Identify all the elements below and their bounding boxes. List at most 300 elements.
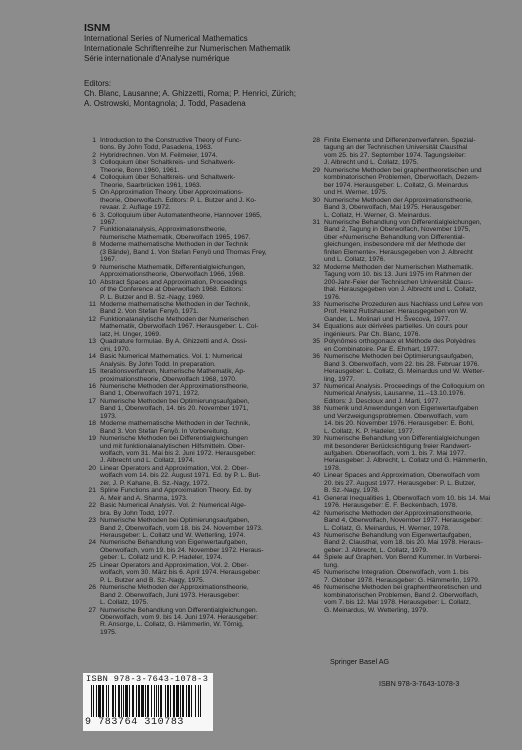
volume-text-line: en Combinatoire. Par E. Ehrhart, 1977. [324, 345, 440, 353]
volume-description [324, 301, 516, 323]
volume-number: 12 [88, 315, 96, 323]
volume-description [324, 353, 516, 383]
volume-text-line: Theorie, Saarbrücken 1961, 1963. [100, 181, 202, 189]
volume-text-line: revaar. 2. Auflage 1972. [100, 204, 171, 212]
volume-entry [84, 174, 302, 189]
editors-line-2: A. Ostrowski, Montagnola; J. Todd, Pasadena [84, 99, 246, 108]
volume-text-line: Numerische Prozeduren aus Nachlass und Lehre von [324, 300, 483, 308]
volume-description [324, 569, 516, 584]
volume-entry [84, 465, 302, 487]
volume-text-line: Numerische Behandlung von Differentialgleichungen. [100, 606, 258, 614]
barcode-bar [182, 685, 184, 717]
volume-number: 1 [92, 137, 96, 144]
volume-text-line: J. Albrecht und L. Collatz, 1974. [100, 457, 195, 465]
volume-number: 22 [88, 502, 96, 510]
volume-description [100, 383, 302, 398]
volume-entry [84, 316, 302, 338]
volume-description [100, 368, 302, 383]
volume-text-line: Numerische Behandlung von Eigenwertaufgaben, [324, 532, 472, 540]
volume-text-line: Basic Numerical Mathematics. Vol. 1: Numerical [100, 353, 243, 361]
volume-number: 21 [88, 487, 96, 495]
volume-description [100, 502, 302, 517]
volume-text-line: ling, 1977. [324, 375, 355, 383]
volume-number: 8 [92, 241, 96, 249]
volume-description [100, 137, 302, 152]
barcode-bar [180, 685, 181, 717]
volume-entry [84, 368, 302, 383]
volume-text-line: Band 1, Oberwolfach 1971, 1972. [100, 390, 200, 398]
volume-text-line: wolfach vom 14. bis 22. August 1971. Ed. by P. L. But- [100, 472, 261, 480]
barcode-bar [167, 685, 169, 717]
barcode-bars [91, 685, 205, 717]
barcode-bar [176, 685, 179, 717]
volume-description [324, 435, 516, 472]
volume-entry [308, 197, 516, 219]
barcode-bar [145, 685, 146, 717]
volume-text-line: latz, H. Unger, 1969. [100, 330, 161, 338]
volume-text-line: ber 1974. Herausgeber: L. Collatz, G. Meinardus [324, 181, 469, 189]
volume-text-line: L. Collatz, G. Meinardus, H. Werner, 1978. [324, 524, 450, 532]
volume-entry [84, 189, 302, 211]
barcode-bar [170, 685, 171, 717]
volume-text-line: Herausgeber: J. Albrecht, L. Collatz und G. Hämmerlin, [324, 457, 488, 465]
editors-label: Editors: [84, 79, 112, 88]
volume-text-line: 1975. [100, 628, 117, 636]
volume-text-line: Linear Spaces and Approximation, Oberwolfach vom [324, 472, 480, 480]
volume-description [100, 562, 302, 584]
volume-number: 44 [312, 554, 320, 562]
volume-text-line: Oberwolfach, vom 9. bis 14. Juni 1974. Herausgeber: [100, 614, 258, 621]
volume-text-line: Numerik und Anwendungen von Eigenwertaufgaben [324, 405, 479, 413]
volume-text-line: aufgaben. Oberwolfach, vom 1. bis 7. Mai 1977. [324, 450, 467, 458]
volume-text-line: cini, 1970. [100, 345, 131, 353]
volume-entry [308, 264, 516, 301]
volume-entry [84, 279, 302, 301]
barcode-bar [93, 685, 94, 717]
volume-text-line: (3 Bände), Band 1. Von Stefan Fenyö und Thomas Frey, [100, 248, 267, 256]
volume-entry [308, 495, 516, 510]
volume-entry [84, 241, 302, 263]
volume-text-line: Introduction to the Constructive Theory of Func- [100, 137, 242, 144]
volume-description [324, 383, 516, 405]
volume-text-line: Numerische Methoden bei graphentheoretischen und [324, 166, 482, 174]
volume-number: 35 [312, 338, 320, 346]
barcode-bar [102, 685, 104, 717]
volume-text-line: Colloquium über Schaltkreis- und Schaltwerk- [100, 159, 236, 167]
volume-number: 16 [88, 382, 96, 390]
barcode-bar [151, 685, 152, 717]
volume-text-line: 14. bis 20. November 1976. Herausgeber: E. Bohl, [324, 420, 474, 428]
volume-entry [84, 353, 302, 368]
volume-text-line: Numerische Methoden bei graphentheoretischen und [324, 584, 482, 592]
volume-entry [84, 159, 302, 174]
barcode-bar [125, 685, 128, 717]
barcode-isbn-label: ISBN 978-3-7643-1078-3 [86, 674, 209, 684]
volume-text-line: Numerische Integration. Oberwolfach, vom 1. bis [324, 569, 469, 577]
volume-entry [84, 562, 302, 584]
volume-text-line: Basic Numerical Analysis. Vol. 2: Numerical Alge- [100, 502, 247, 510]
volume-number: 13 [88, 338, 96, 346]
volume-text-line: wolfach, vom 31. Mai bis 2. Juni 1972. Herausgeber: [100, 450, 256, 458]
volume-text-line: 200-Jahr-Feier der Technischen Universität Claus- [324, 278, 473, 286]
volume-text-line: Spiele auf Graphen. Von Bernd Kummer. In Vorberei- [324, 554, 482, 562]
barcode-bar [188, 685, 190, 717]
volume-list-right [308, 137, 516, 614]
volume-entry [308, 405, 516, 435]
volume-entry [84, 338, 302, 353]
volume-text-line: Herausgeber: L. Collatz und W. Wetterling, 1974. [100, 532, 246, 540]
volume-number: 28 [312, 137, 320, 144]
volume-number: 36 [312, 353, 320, 361]
volume-text-line: Gander, L. Molinari und H. Švecová, 1977. [324, 315, 451, 323]
volume-text-line: Prof. Heinz Rutishauser. Herausgegeben von W. [324, 308, 468, 316]
volume-text-line: bra. By John Todd, 1977. [100, 509, 175, 517]
volume-text-line: kombinatorischen Problemen, Oberwolfach, Dezem- [324, 174, 479, 182]
barcode-bar [108, 685, 109, 717]
volume-entry [308, 338, 516, 353]
volume-entry [308, 137, 516, 167]
volume-entry [84, 212, 302, 227]
volume-entry [308, 219, 516, 264]
volume-text-line: Funktionalanalytische Methoden der Numerischen [100, 315, 249, 323]
series-title-de: Internationale Schriftenreihe zur Numerischen Mathematik [84, 44, 291, 53]
barcode-bar [165, 685, 166, 717]
volume-text-line: Iterationsverfahren, Numerische Mathematik, Ap- [100, 368, 246, 376]
volume-description [100, 301, 302, 316]
barcode-bar [160, 685, 162, 717]
barcode-bar [132, 685, 134, 717]
volume-number: 26 [88, 584, 96, 592]
volume-description [100, 316, 302, 338]
volume-text-line: geber: L. Collatz und K. P. Hadeler, 1974. [100, 554, 223, 562]
volume-entry [84, 152, 302, 159]
volume-text-line: Band 2, Tagung in Oberwolfach, November 1975, [324, 226, 471, 234]
volume-description [100, 465, 302, 487]
volume-description [324, 219, 516, 264]
volume-entry [308, 383, 516, 405]
volume-text-line: Band 3. Oberwolfach, vom 22. bis 28. Februar 1976. [324, 360, 480, 368]
volume-number: 23 [88, 517, 96, 525]
volume-entry [84, 398, 302, 420]
barcode-bar [106, 685, 107, 717]
barcode-bar [156, 685, 157, 717]
volume-description [100, 539, 302, 561]
volume-text-line: P. L. Butzer and B. Sz.-Nagy, 1969. [100, 293, 205, 301]
volume-text-line: G. Meinardus, W. Wetterling, 1979. [324, 606, 428, 614]
volume-description [100, 584, 302, 606]
volume-text-line: Theorie, Bonn 1960, 1961. [100, 166, 180, 174]
volume-description [324, 137, 516, 167]
volume-entry [308, 353, 516, 383]
volume-number: 20 [88, 464, 96, 472]
volume-entry [308, 569, 516, 584]
volume-text-line: und mit funktionalanalytischen Hilfsmitteln. Ober- [100, 442, 245, 450]
barcode-bar [118, 685, 120, 717]
volume-text-line: Linear Operators and Approximation, Vol. 2. Ober- [100, 561, 249, 569]
volume-text-line: L. Collatz, 1975. [100, 599, 149, 607]
volume-entry [84, 137, 302, 152]
volume-description [324, 584, 516, 614]
volume-text-line: P. L. Butzer and B. Sz.-Nagy, 1975. [100, 576, 205, 584]
volume-text-line: kombinatorischen Problemen, Band 2. Oberwolfach, [324, 591, 479, 599]
editors-block [84, 79, 504, 109]
volume-text-line: gleichungen, insbesondere mit der Methode der [324, 241, 466, 249]
volume-entry [84, 264, 302, 279]
volume-text-line: Numerische Mathematik, Oberwolfach 1965, 1967. [100, 233, 251, 241]
barcode-bar [123, 685, 124, 717]
volume-text-line: Finite Elemente und Differenzenverfahren. Spezial- [324, 137, 476, 144]
volume-text-line: 1978. [324, 464, 341, 472]
volume-number: 27 [88, 606, 96, 614]
volume-text-line: tagung an der Technischen Universität Clausthal [324, 144, 468, 152]
volume-text-line: Moderne mathematische Methoden in der Technik, [100, 420, 251, 428]
barcode-bar [136, 685, 137, 717]
volume-text-line: Numerische Behandlung von Eigenwertaufgaben, [100, 539, 248, 547]
volume-text-line: vom 7. bis 12. Mai 1978. Herausgeber: L. Collatz, [324, 599, 471, 607]
volume-text-line: Approximationstheorie, Oberwolfach 1966, 1968. [100, 271, 245, 279]
volume-entry [84, 502, 302, 517]
volume-text-line: Numerische Methoden der Approximationstheorie, [324, 196, 473, 204]
volume-number: 24 [88, 539, 96, 547]
volume-text-line: Funktionalanalysis, Approximationstheorie, [100, 226, 227, 234]
volume-entry [84, 517, 302, 539]
volume-number: 19 [88, 435, 96, 443]
volume-text-line: Mathematik, Oberwolfach 1967. Herausgeber: L. Col- [100, 323, 259, 331]
volume-entry [84, 584, 302, 606]
volume-text-line: Oberwolfach, vom 19. bis 24. November 1972. Heraus- [100, 546, 264, 554]
volume-description [100, 152, 302, 159]
volume-entry [84, 301, 302, 316]
volume-text-line: A. Meir and A. Sharma, 1973. [100, 494, 188, 502]
volume-entry [308, 510, 516, 532]
volume-text-line: Numerische Behandlung von Differentialgleichungen, [324, 218, 482, 226]
volume-description [100, 398, 302, 420]
volume-text-line: Numerische Methoden bei Optimierungsaufgaben, [100, 517, 250, 525]
volume-description [324, 532, 516, 554]
volume-text-line: Band 3, Oberwolfach, Mai 1975. Herausgeber: [324, 204, 462, 212]
volume-text-line: Band 2, Oberwolfach, vom 18. bis 24. November 1973. [100, 524, 263, 532]
volume-entry [308, 472, 516, 494]
volume-number: 31 [312, 218, 320, 226]
volume-text-line: L. Collatz, H. Werner, G. Meinardus. [324, 211, 432, 219]
volume-text-line: mit besonderer Berücksichtigung freier Randwert- [324, 442, 472, 450]
volume-text-line: Band 2. Von Stefan Fenyö, 1971. [100, 308, 199, 316]
series-header [84, 22, 484, 64]
barcode-bar [121, 685, 122, 717]
volume-description [324, 264, 516, 301]
barcode-bar [173, 685, 175, 717]
volume-text-line: 1976. Herausgeber: E. F. Beckenbach, 1978. [324, 502, 458, 510]
volume-description [100, 353, 302, 368]
barcode-digits: 9 783764 310783 [85, 717, 185, 728]
volume-list-left [84, 137, 302, 636]
volume-text-line: Analysis. By John Todd. In preparation. [100, 360, 216, 368]
volume-number: 6 [92, 211, 96, 219]
volume-number: 34 [312, 323, 320, 331]
volume-text-line: Numerische Methoden der Approximationstheorie, [324, 509, 473, 517]
volume-number: 45 [312, 569, 320, 577]
volume-number: 5 [92, 189, 96, 197]
volume-text-line: Colloquium über Schaltkreis- und Schaltwerk- [100, 174, 236, 182]
volume-text-line: Equations aux dérivées partielles. Un cours pour [324, 323, 468, 331]
volume-number: 38 [312, 405, 320, 413]
volume-description [324, 405, 516, 435]
volume-description [100, 279, 302, 301]
volume-entry [84, 383, 302, 398]
volume-entry [84, 487, 302, 502]
volume-text-line: proximationstheorie, Oberwolfach 1968, 1970. [100, 375, 237, 383]
barcode-bar [195, 685, 196, 717]
volume-number: 30 [312, 196, 320, 204]
volume-text-line: Moderne Methoden der Numerischen Mathematik. [324, 263, 474, 271]
barcode-bar [115, 685, 116, 717]
volume-text-line: Tagung vom 10. bis 13. Juni 1975 im Rahmen der [324, 271, 472, 279]
volume-description [100, 212, 302, 227]
volume-description [324, 197, 516, 219]
volume-number: 33 [312, 300, 320, 308]
volume-text-line: Numerical Analysis. Proceedings of the Colloquium on [324, 382, 485, 390]
volume-text-line: Polynômes orthogonaux et Méthode des Polyèdres [324, 338, 476, 346]
volume-number: 10 [88, 278, 96, 286]
volume-text-line: of the Conference at Oberwolfach 1968. Editors: [100, 286, 244, 294]
volume-entry [84, 435, 302, 465]
volume-text-line: Numerische Behandlung von Differentialgleichungen [324, 435, 480, 443]
volume-text-line: 20. bis 27. August 1977. Herausgeber: P. L. Butzer, [324, 479, 476, 487]
volume-text-line: On Approximation Theory. Über Approximations- [100, 189, 244, 197]
volume-number: 17 [88, 397, 96, 405]
volume-text-line: finiten Elemente». Herausgegeben von J. Albrecht [324, 248, 473, 256]
barcode-bar [154, 685, 155, 717]
volume-text-line: und L. Collatz, 1976. [324, 256, 386, 264]
volume-number: 14 [88, 353, 96, 361]
volume-text-line: 7. Oktober 1978. Herausgeber: G. Hämmerlin, 1979. [324, 576, 480, 584]
series-code: ISNM [84, 22, 111, 34]
volume-description [100, 264, 302, 279]
volume-number: 42 [312, 509, 320, 517]
volume-text-line: geber: J. Albrecht, L. Collatz, 1979. [324, 546, 429, 554]
volume-text-line: J. Albrecht und L. Collatz, 1975. [324, 159, 419, 167]
volume-text-line: Band 3. Von Stefan Fenyö. In Vorbereitung. [100, 427, 230, 435]
barcode-bar [112, 685, 114, 717]
volume-description [324, 510, 516, 532]
volume-description [324, 323, 516, 338]
volume-number: 4 [92, 174, 96, 182]
volume-text-line: Spline Functions and Approximation Theory. Ed. by [100, 487, 252, 495]
volume-entry [308, 532, 516, 554]
volume-entry [308, 554, 516, 569]
volume-text-line: R. Ansorge, L. Collatz, G. Hämmerlin, W. Törnig, [100, 621, 244, 629]
volume-description [100, 517, 302, 539]
volume-number: 29 [312, 166, 320, 174]
volume-text-line: ingénieurs. Par Ch. Blanc, 1976. [324, 330, 421, 338]
volume-entry [308, 323, 516, 338]
volume-number: 15 [88, 368, 96, 376]
volume-text-line: 1967. [100, 256, 117, 264]
volume-text-line: Linear Operators and Approximation, Vol. 2. Ober- [100, 464, 249, 472]
volume-number: 46 [312, 584, 320, 592]
volume-text-line: Numerische Methoden der Approximationstheorie, [100, 584, 249, 592]
volume-number: 7 [92, 226, 96, 234]
barcode-bar [91, 685, 92, 717]
volume-text-line: tung. [324, 561, 339, 569]
volume-number: 41 [312, 494, 320, 502]
volume-entry [84, 420, 302, 435]
volume-description [324, 554, 516, 569]
volume-text-line: Band 1, Oberwolfach, 14. bis 20. November 1971, [100, 405, 249, 413]
volume-description [324, 495, 516, 510]
volume-entry [308, 584, 516, 614]
volume-text-line: wolfach, vom 30. März bis 6. April 1974. Herausgeber: [100, 569, 261, 577]
volume-number: 18 [88, 420, 96, 428]
volume-description [100, 607, 302, 637]
volume-text-line: über «Numerische Behandlung von Differential- [324, 233, 465, 241]
volume-text-line: Numerische Mathematik, Differentialgleichungen, [100, 263, 246, 271]
volume-number: 32 [312, 263, 320, 271]
volume-entry [308, 301, 516, 323]
series-title-fr: Série internationale d'Analyse numérique [84, 54, 230, 63]
volume-text-line: Quadrature formulae. By A. Ghizzetti and A. Ossi- [100, 338, 248, 346]
volume-description [100, 189, 302, 211]
barcode-bar [96, 685, 97, 717]
volume-text-line: Numerical Analysis, Lausanne, 11.–13.10.1976. [324, 390, 466, 398]
volume-text-line: Herausgeber: L. Collatz, G. Meinardus und W. Wetter- [324, 368, 485, 376]
barcode-bar [129, 685, 130, 717]
barcode-bar [191, 685, 192, 717]
volume-text-line: L. Collatz, K. P. Hadeler, 1977. [324, 427, 415, 435]
volume-text-line: Numerische Methoden bei Optimierungsaufgaben, [100, 397, 250, 405]
volume-description [324, 338, 516, 353]
volume-description [100, 338, 302, 353]
volume-text-line: Moderne mathematische Methoden in der Technik, [100, 300, 251, 308]
barcode-bar [141, 685, 144, 717]
volume-text-line: und Verzweigungsproblemen. Oberwolfach, vom [324, 412, 468, 420]
volume-description [324, 167, 516, 197]
barcode-bar [138, 685, 140, 717]
barcode-bar [158, 685, 159, 717]
volume-text-line: B. Sz.-Nagy, 1978. [324, 487, 380, 495]
volume-description [100, 435, 302, 465]
volume-number: 40 [312, 472, 320, 480]
volume-text-line: Hybridrechnen. Von M. Feilmeier, 1974. [100, 151, 218, 159]
volume-text-line: theorie, Oberwolfach. Editors: P. L. Butzer and J. Ko- [100, 196, 257, 204]
volume-number: 11 [89, 300, 96, 308]
isbn-text: ISBN 978-3-7643-1078-3 [379, 679, 460, 688]
volume-text-line: Band 2. Oberwolfach, Juni 1973. Herausgeber: [100, 591, 240, 599]
volume-text-line: 1976. [324, 293, 341, 301]
volume-number: 25 [88, 561, 96, 569]
editors-line-1: Ch. Blanc, Lausanne; A. Ghizzetti, Roma; P. Henrici, Zürich; [84, 89, 296, 98]
volume-text-line: General Inequalities 1, Oberwolfach vom 10. bis 14. Mai [324, 494, 491, 502]
volume-description [100, 241, 302, 263]
publisher-name: Springer Basel AG [330, 657, 390, 666]
volume-number: 3 [92, 159, 96, 167]
volume-text-line: Band 4, Oberwolfach, November 1977. Herausgeber: [324, 517, 482, 525]
volume-text-line: Moderne mathematische Methoden in der Technik [100, 241, 249, 249]
volume-entry [84, 539, 302, 561]
volume-number: 9 [92, 263, 96, 271]
barcode [83, 673, 213, 731]
volume-number: 43 [312, 532, 320, 540]
volume-text-line: Editors: J. Descloux and J. Marti, 1977. [324, 397, 441, 405]
volume-text-line: Band 2. Clausthal, vom 18. bis 20. Mai 1978. Heraus- [324, 539, 483, 547]
volume-text-line: thal. Herausgegeben von J. Albrecht und L. Collatz, [324, 286, 477, 294]
volume-text-line: Numerische Methoden der Approximationstheorie, [100, 382, 249, 390]
volume-description [100, 159, 302, 174]
barcode-bar [98, 685, 101, 717]
volume-text-line: und H. Werner, 1975. [324, 189, 388, 197]
barcode-bar [198, 685, 199, 717]
volume-text-line: 3. Colloquium über Automatentheorie, Hannover 1965, [100, 211, 262, 219]
